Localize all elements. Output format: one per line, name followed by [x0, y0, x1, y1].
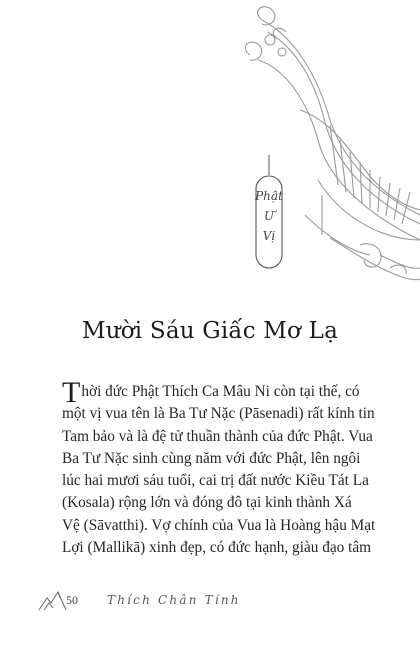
seal-char: Vị — [262, 229, 276, 243]
text-line: (Kosala) rộng lớn và đóng đô tại kinh thành Xá — [62, 494, 352, 512]
page-number: 50 — [66, 593, 78, 607]
text-line: một vị vua tên là Ba Tư Nặc (Pāsenadi) rất kính tin — [62, 405, 375, 423]
author-name: Thích Chân Tính — [107, 593, 241, 607]
text-line: Tam bảo và là đệ tử thuần thành của đức Phật. Vua — [62, 427, 373, 445]
drop-cap: T — [62, 376, 81, 409]
text-line-1 — [62, 376, 376, 409]
text-line: Ba Tư Nặc sinh cùng năm với đức Phật, lên ngôi — [62, 449, 361, 467]
seal-text — [255, 186, 283, 246]
temple-roof-illustration — [0, 0, 420, 300]
body-paragraph — [62, 376, 376, 559]
seal-char: Phật — [255, 189, 283, 203]
chapter-title: Mười Sáu Giấc Mơ Lạ — [82, 318, 338, 344]
text-line: Lợi (Mallikā) xinh đẹp, có đức hạnh, giàu đạo tâm — [62, 539, 372, 557]
mountain-ornament-icon — [38, 588, 68, 612]
seal-char: Ư — [263, 209, 275, 223]
text-line: lúc hai mươi sáu tuổi, cai trị đất nước Kiều Tát La — [62, 472, 369, 490]
text-line-content: hời đức Phật Thích Ca Mâu Ni còn tại thế, có — [81, 383, 360, 400]
text-line: Vệ (Sāvatthi). Vợ chính của Vua là Hoàng hậu Mạt — [62, 516, 376, 534]
seal-stamp — [255, 158, 283, 270]
